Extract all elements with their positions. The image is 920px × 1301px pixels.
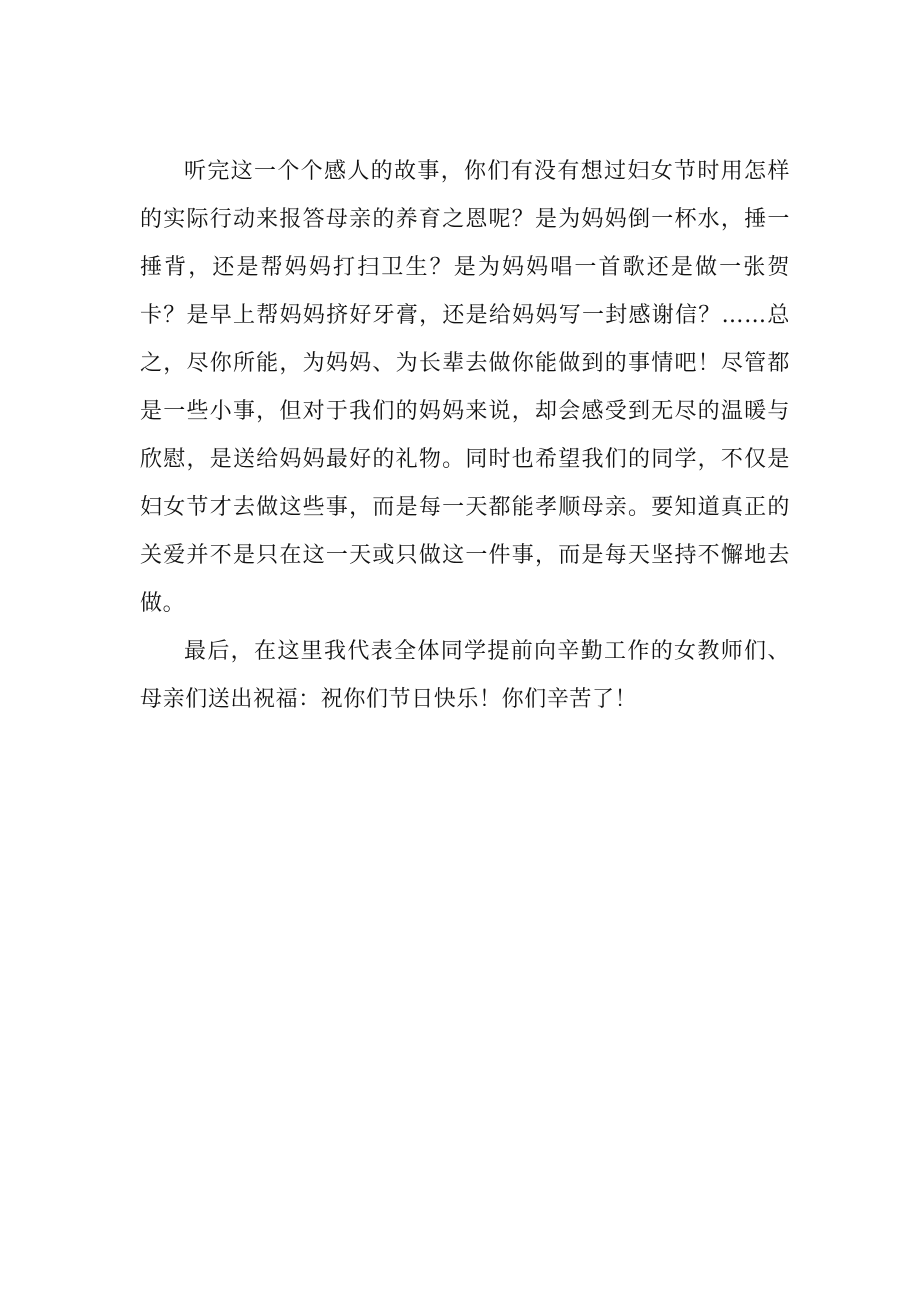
- paragraph-2: 最后，在这里我代表全体同学提前向辛勤工作的女教师们、母亲们送出祝福：祝你们节日快乐！你们辛苦了！: [140, 639, 790, 712]
- paragraph-1: 听完这一个个感人的故事，你们有没有想过妇女节时用怎样的实际行动来报答母亲的养育之恩呢？是为妈妈倒一杯水，捶一捶背，还是帮妈妈打扫卫生？是为妈妈唱一首歌还是做一张贺卡？是早上帮妈妈挤好牙膏，还是给妈妈写一封感谢信？……总之，尽你所能，为妈妈、为长辈去做你能做到的事情吧！尽管都是一些小事，但对于我们的妈妈来说，却会感受到无尽的温暖与欣慰，是送给妈妈最好的礼物。同时也希望我们的同学，不仅是妇女节才去做这些事，而是每一天都能孝顺母亲。要知道真正的关爱并不是只在这一天或只做这一件事，而是每天坚持不懈地去做。: [140, 159, 790, 616]
- document-body: [140, 148, 790, 724]
